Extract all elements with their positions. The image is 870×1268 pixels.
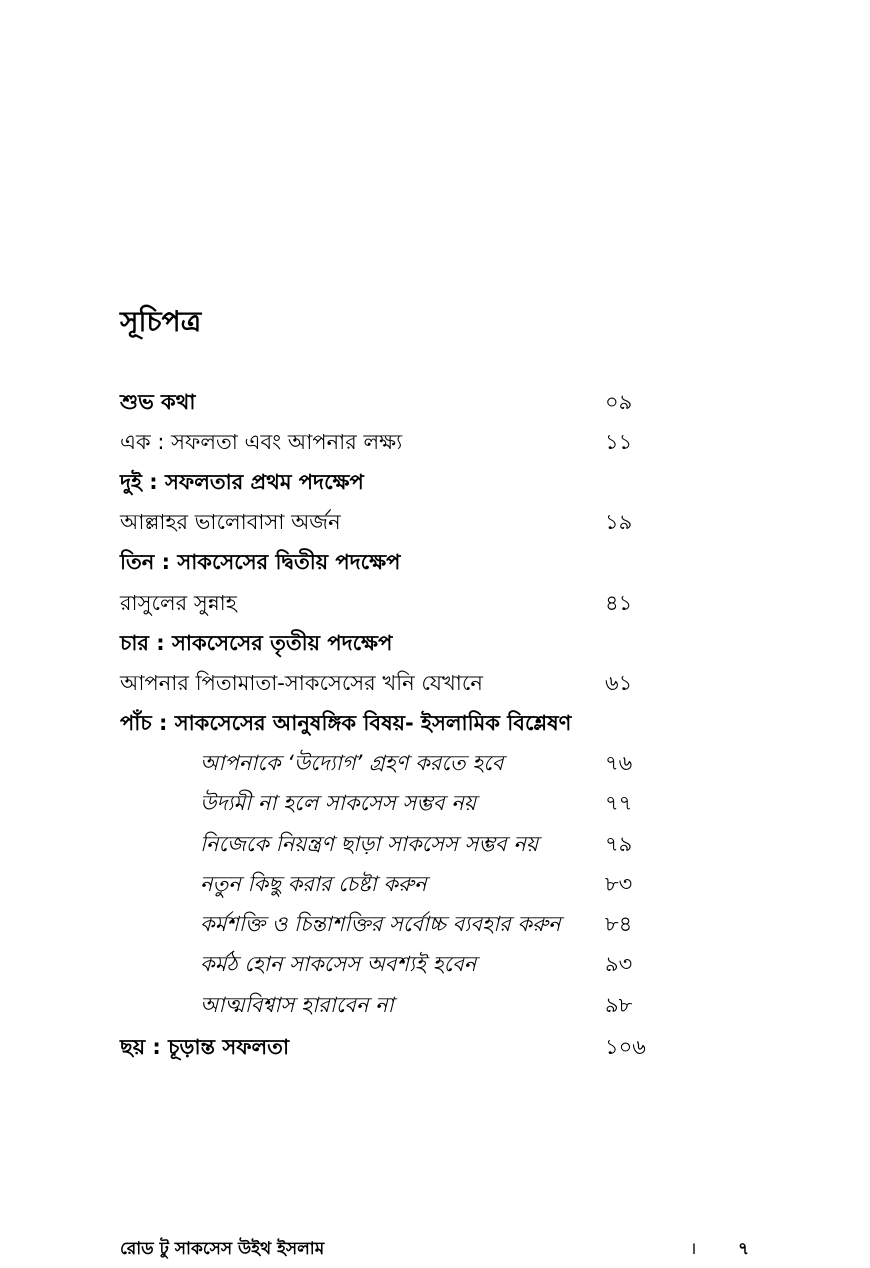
toc-entry-title: তিন : সাকসেসের দ্বিতীয় পদক্ষেপ <box>120 550 401 574</box>
page-number: ৭ <box>738 1239 750 1259</box>
toc-entry-title: পাঁচ : সাকসেসের আনুষঙ্গিক বিষয়- ইসলামিক বিশ্লেষণ <box>120 711 572 735</box>
toc-entry-page: ৭৯ <box>605 832 633 856</box>
toc-entry-page: ৮৩ <box>605 872 633 896</box>
toc-entry-title: দুই : সফলতার প্রথম পদক্ষেপ <box>120 470 364 494</box>
toc-entry-title: এক : সফলতা এবং আপনার লক্ষ্য <box>120 430 403 454</box>
toc-entry-title: কর্মঠ হোন সাকসেস অবশ্যই হবেন <box>200 952 477 976</box>
toc-entry-title: আপনাকে ‘উদ্যোগ’ গ্রহণ করতে হবে <box>200 751 504 775</box>
toc-entry-page: ১১ <box>605 430 633 454</box>
toc-entry-title: আত্মবিশ্বাস হারাবেন না <box>200 993 394 1017</box>
toc-entry-page: ১০৬ <box>605 1035 646 1059</box>
toc-entry-page: ৮৪ <box>605 912 633 936</box>
running-footer-title: রোড টু সাকসেস উইথ ইসলাম <box>120 1239 325 1259</box>
footer-separator: । <box>690 1239 697 1259</box>
toc-entry-page: ৪১ <box>605 591 633 615</box>
toc-entry-title: আপনার পিতামাতা-সাকসেসের খনি যেখানে <box>120 671 483 695</box>
toc-entry-page: ০৯ <box>605 390 633 414</box>
toc-entry-page: ৯৩ <box>605 952 633 976</box>
toc-entry-title: নিজেকে নিয়ন্ত্রণ ছাড়া সাকসেস সম্ভব নয় <box>200 832 539 856</box>
toc-entry-title: ছয় : চূড়ান্ত সফলতা <box>120 1035 290 1059</box>
toc-entry-title: উদ্যমী না হলে সাকসেস সম্ভব নয় <box>200 791 477 815</box>
toc-entry-title: নতুন কিছু করার চেষ্টা করুন <box>200 872 427 896</box>
toc-entry-title: আল্লাহর ভালোবাসা অর্জন <box>120 510 341 534</box>
toc-entry-page: ৯৮ <box>605 993 633 1017</box>
toc-entry-title: রাসুলের সুন্নাহ <box>120 591 237 615</box>
toc-entry-page: ১৯ <box>605 510 633 534</box>
toc-entry-page: ৬১ <box>605 671 633 695</box>
toc-entry-title: শুভ কথা <box>120 390 196 414</box>
toc-entry-title: চার : সাকসেসের তৃতীয় পদক্ষেপ <box>120 631 393 655</box>
toc-entry-page: ৭৭ <box>605 791 633 815</box>
toc-entry-page: ৭৬ <box>605 751 633 775</box>
toc-heading: সূচিপত্র <box>120 305 202 338</box>
toc-entry-title: কর্মশক্তি ও চিন্তাশক্তির সর্বোচ্চ ব্যবহার করুন <box>200 912 561 936</box>
